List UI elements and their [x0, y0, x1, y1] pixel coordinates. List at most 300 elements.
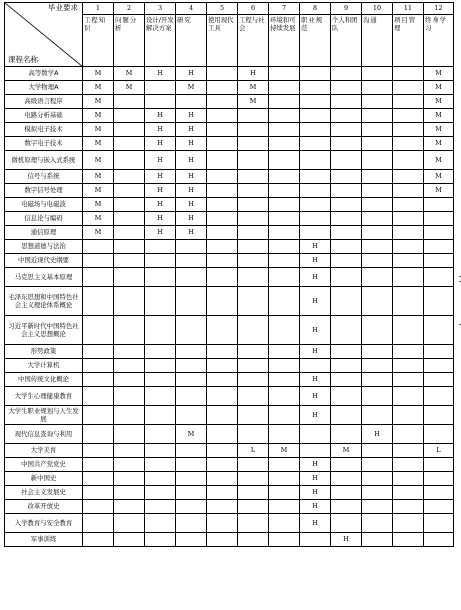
- support-level-cell-req-2: [114, 387, 145, 406]
- support-level-cell-req-7: [269, 406, 300, 425]
- support-level-cell-req-10: [362, 373, 393, 387]
- support-level-cell-req-4: H: [176, 67, 207, 81]
- support-level-cell-req-5: [207, 212, 238, 226]
- course-requirement-matrix: [4, 2, 454, 547]
- support-level-cell-req-9: [331, 254, 362, 268]
- support-level-cell-req-5: [207, 67, 238, 81]
- support-level-cell-req-2: [114, 514, 145, 533]
- support-level-cell-req-4: M: [176, 81, 207, 95]
- support-level-cell-req-2: [114, 316, 145, 345]
- support-level-cell-req-8: [300, 109, 331, 123]
- course-name: 习近平新时代中国特色社会主义思想概论: [5, 316, 83, 345]
- support-level-cell-req-2: [114, 406, 145, 425]
- support-level-cell-req-4: [176, 268, 207, 287]
- support-level-cell-req-8: H: [300, 287, 331, 316]
- support-level-cell-req-2: [114, 226, 145, 240]
- support-level-cell-req-3: [145, 500, 176, 514]
- support-level-cell-req-12: [424, 458, 454, 472]
- support-level-cell-req-2: M: [114, 81, 145, 95]
- support-level-cell-req-1: M: [83, 137, 114, 151]
- support-level-cell-req-5: [207, 268, 238, 287]
- support-level-cell-req-12: [424, 500, 454, 514]
- support-level-cell-req-6: [238, 387, 269, 406]
- support-level-cell-req-5: [207, 123, 238, 137]
- support-level-cell-req-6: [238, 151, 269, 170]
- support-level-cell-req-7: [269, 95, 300, 109]
- support-level-cell-req-6: [238, 184, 269, 198]
- support-level-cell-req-6: H: [238, 67, 269, 81]
- support-level-cell-req-11: [393, 268, 424, 287]
- course-name: 电磁场与电磁波: [5, 198, 83, 212]
- course-row: [5, 170, 454, 184]
- support-level-cell-req-1: M: [83, 81, 114, 95]
- support-level-cell-req-6: [238, 458, 269, 472]
- requirement-number-10: 10: [362, 3, 393, 15]
- support-level-cell-req-2: [114, 533, 145, 547]
- support-level-cell-req-2: [114, 137, 145, 151]
- support-level-cell-req-9: [331, 486, 362, 500]
- support-level-cell-req-10: [362, 109, 393, 123]
- support-level-cell-req-9: [331, 500, 362, 514]
- support-level-cell-req-2: [114, 458, 145, 472]
- course-row: [5, 458, 454, 472]
- support-level-cell-req-10: [362, 533, 393, 547]
- course-row: [5, 472, 454, 486]
- course-row: [5, 359, 454, 373]
- support-level-cell-req-5: [207, 472, 238, 486]
- support-level-cell-req-5: [207, 287, 238, 316]
- support-level-cell-req-8: [300, 123, 331, 137]
- support-level-cell-req-7: [269, 268, 300, 287]
- support-level-cell-req-3: [145, 514, 176, 533]
- support-level-cell-req-7: [269, 373, 300, 387]
- support-level-cell-req-4: [176, 533, 207, 547]
- course-row: [5, 240, 454, 254]
- support-level-cell-req-9: [331, 137, 362, 151]
- support-level-cell-req-10: [362, 316, 393, 345]
- course-name: 思想道德与法治: [5, 240, 83, 254]
- support-level-cell-req-2: [114, 500, 145, 514]
- support-level-cell-req-8: H: [300, 514, 331, 533]
- course-name: 大学物理A: [5, 81, 83, 95]
- support-level-cell-req-9: [331, 151, 362, 170]
- support-level-cell-req-11: [393, 514, 424, 533]
- support-level-cell-req-8: [300, 151, 331, 170]
- support-level-cell-req-11: [393, 533, 424, 547]
- support-level-cell-req-5: [207, 137, 238, 151]
- support-level-cell-req-10: [362, 198, 393, 212]
- support-level-cell-req-2: [114, 472, 145, 486]
- support-level-cell-req-1: M: [83, 151, 114, 170]
- support-level-cell-req-3: [145, 387, 176, 406]
- support-level-cell-req-3: [145, 425, 176, 444]
- support-level-cell-req-12: M: [424, 95, 454, 109]
- support-level-cell-req-4: [176, 287, 207, 316]
- support-level-cell-req-10: [362, 345, 393, 359]
- course-name: 入学教育与安全教育: [5, 514, 83, 533]
- course-row: [5, 67, 454, 81]
- support-level-cell-req-2: [114, 95, 145, 109]
- support-level-cell-req-12: M: [424, 123, 454, 137]
- course-row: [5, 345, 454, 359]
- support-level-cell-req-1: [83, 359, 114, 373]
- course-name: 大学生职业规划与人生发展: [5, 406, 83, 425]
- support-level-cell-req-3: [145, 359, 176, 373]
- requirement-name-5: 使用现代工具: [207, 15, 238, 67]
- course-name: 大学美育: [5, 444, 83, 458]
- support-level-cell-req-1: [83, 406, 114, 425]
- requirement-name-8: 职业规范: [300, 15, 331, 67]
- requirement-number-11: 11: [393, 3, 424, 15]
- support-level-cell-req-3: [145, 444, 176, 458]
- support-level-cell-req-8: [300, 95, 331, 109]
- support-level-cell-req-9: [331, 287, 362, 316]
- support-level-cell-req-2: [114, 359, 145, 373]
- support-level-cell-req-8: H: [300, 240, 331, 254]
- course-name: 军事训练: [5, 533, 83, 547]
- support-level-cell-req-3: H: [145, 198, 176, 212]
- support-level-cell-req-9: [331, 212, 362, 226]
- requirement-name-12: 终身学习: [424, 15, 454, 67]
- requirement-name-2: 问题分析: [114, 15, 145, 67]
- support-level-cell-req-10: [362, 287, 393, 316]
- support-level-cell-req-12: M: [424, 109, 454, 123]
- course-name: 数字信号处理: [5, 184, 83, 198]
- support-level-cell-req-7: [269, 345, 300, 359]
- support-level-cell-req-12: [424, 240, 454, 254]
- requirement-number-9: 9: [331, 3, 362, 15]
- course-name: 信号与系统: [5, 170, 83, 184]
- support-level-cell-req-10: [362, 254, 393, 268]
- support-level-cell-req-8: H: [300, 500, 331, 514]
- support-level-cell-req-3: [145, 458, 176, 472]
- support-level-cell-req-4: [176, 472, 207, 486]
- support-level-cell-req-11: [393, 486, 424, 500]
- support-level-cell-req-3: H: [145, 212, 176, 226]
- support-level-cell-req-12: [424, 268, 454, 287]
- support-level-cell-req-6: [238, 240, 269, 254]
- support-level-cell-req-6: [238, 359, 269, 373]
- support-level-cell-req-8: H: [300, 373, 331, 387]
- course-row: [5, 254, 454, 268]
- support-level-cell-req-3: [145, 406, 176, 425]
- support-level-cell-req-10: [362, 387, 393, 406]
- support-level-cell-req-7: [269, 359, 300, 373]
- support-level-cell-req-9: [331, 95, 362, 109]
- header-number-row: [5, 3, 454, 15]
- support-level-cell-req-4: [176, 500, 207, 514]
- support-level-cell-req-11: [393, 387, 424, 406]
- support-level-cell-req-10: [362, 406, 393, 425]
- support-level-cell-req-6: [238, 212, 269, 226]
- support-level-cell-req-3: [145, 373, 176, 387]
- requirement-name-7: 环境和可持续发展: [269, 15, 300, 67]
- support-level-cell-req-11: [393, 287, 424, 316]
- matrix-body: [5, 3, 454, 547]
- support-level-cell-req-7: [269, 81, 300, 95]
- support-level-cell-req-1: M: [83, 226, 114, 240]
- course-name: 社会主义发展史: [5, 486, 83, 500]
- course-row: [5, 151, 454, 170]
- support-level-cell-req-1: M: [83, 123, 114, 137]
- support-level-cell-req-2: [114, 425, 145, 444]
- support-level-cell-req-12: [424, 287, 454, 316]
- support-level-cell-req-3: H: [145, 123, 176, 137]
- support-level-cell-req-10: [362, 226, 393, 240]
- support-level-cell-req-2: [114, 109, 145, 123]
- support-level-cell-req-1: M: [83, 184, 114, 198]
- support-level-cell-req-5: [207, 226, 238, 240]
- requirement-name-6: 工程与社会: [238, 15, 269, 67]
- support-level-cell-req-5: [207, 254, 238, 268]
- support-level-cell-req-12: [424, 387, 454, 406]
- requirement-name-4: 研究: [176, 15, 207, 67]
- support-level-cell-req-1: [83, 444, 114, 458]
- support-level-cell-req-11: [393, 458, 424, 472]
- support-level-cell-req-8: [300, 444, 331, 458]
- support-level-cell-req-10: [362, 444, 393, 458]
- support-level-cell-req-3: [145, 472, 176, 486]
- support-level-cell-req-8: [300, 137, 331, 151]
- requirement-number-6: 6: [238, 3, 269, 15]
- course-name: 高级语言程序: [5, 95, 83, 109]
- support-level-cell-req-8: [300, 67, 331, 81]
- support-level-cell-req-12: [424, 406, 454, 425]
- support-level-cell-req-12: [424, 359, 454, 373]
- requirement-number-5: 5: [207, 3, 238, 15]
- support-level-cell-req-9: [331, 198, 362, 212]
- support-level-cell-req-3: [145, 268, 176, 287]
- support-level-cell-req-1: [83, 514, 114, 533]
- support-level-cell-req-7: [269, 198, 300, 212]
- support-level-cell-req-2: M: [114, 67, 145, 81]
- support-level-cell-req-10: [362, 514, 393, 533]
- course-name: 微机原理与嵌入式系统: [5, 151, 83, 170]
- support-level-cell-req-7: [269, 123, 300, 137]
- support-level-cell-req-8: [300, 212, 331, 226]
- support-level-cell-req-7: [269, 486, 300, 500]
- course-row: [5, 533, 454, 547]
- support-level-cell-req-6: [238, 123, 269, 137]
- support-level-cell-req-4: [176, 406, 207, 425]
- support-level-cell-req-4: [176, 387, 207, 406]
- support-level-cell-req-12: L: [424, 444, 454, 458]
- support-level-cell-req-3: [145, 287, 176, 316]
- support-level-cell-req-6: M: [238, 95, 269, 109]
- support-level-cell-req-4: H: [176, 184, 207, 198]
- requirement-name-10: 沟通: [362, 15, 393, 67]
- course-row: [5, 486, 454, 500]
- support-level-cell-req-9: [331, 373, 362, 387]
- support-level-cell-req-10: [362, 123, 393, 137]
- support-level-cell-req-12: M: [424, 170, 454, 184]
- support-level-cell-req-4: M: [176, 425, 207, 444]
- requirement-name-1: 工程知识: [83, 15, 114, 67]
- support-level-cell-req-6: [238, 514, 269, 533]
- support-level-cell-req-6: [238, 373, 269, 387]
- course-name: 高等数学A: [5, 67, 83, 81]
- requirement-name-3: 设计/开发解决方案: [145, 15, 176, 67]
- support-level-cell-req-8: H: [300, 387, 331, 406]
- support-level-cell-req-8: H: [300, 345, 331, 359]
- support-level-cell-req-9: [331, 81, 362, 95]
- support-level-cell-req-7: [269, 287, 300, 316]
- course-name: 信息论与编码: [5, 212, 83, 226]
- support-level-cell-req-1: [83, 287, 114, 316]
- course-row: [5, 268, 454, 287]
- support-level-cell-req-11: [393, 472, 424, 486]
- support-level-cell-req-10: [362, 359, 393, 373]
- support-level-cell-req-4: [176, 514, 207, 533]
- support-level-cell-req-12: [424, 254, 454, 268]
- support-level-cell-req-2: [114, 198, 145, 212]
- course-row: [5, 387, 454, 406]
- support-level-cell-req-9: [331, 170, 362, 184]
- support-level-cell-req-1: [83, 533, 114, 547]
- support-level-cell-req-2: [114, 254, 145, 268]
- course-name: 大学计算机: [5, 359, 83, 373]
- header-corner-cell: [5, 3, 83, 67]
- support-level-cell-req-5: [207, 240, 238, 254]
- support-level-cell-req-7: [269, 67, 300, 81]
- corner-label-course-name: 课程名称: [8, 54, 38, 64]
- support-level-cell-req-5: [207, 184, 238, 198]
- support-level-cell-req-9: [331, 458, 362, 472]
- support-level-cell-req-1: [83, 458, 114, 472]
- support-level-cell-req-11: [393, 425, 424, 444]
- support-level-cell-req-12: [424, 533, 454, 547]
- course-name: 改革开放史: [5, 500, 83, 514]
- support-level-cell-req-2: [114, 184, 145, 198]
- support-level-cell-req-11: [393, 170, 424, 184]
- support-level-cell-req-6: [238, 500, 269, 514]
- support-level-cell-req-1: [83, 486, 114, 500]
- support-level-cell-req-6: L: [238, 444, 269, 458]
- support-level-cell-req-5: [207, 359, 238, 373]
- support-level-cell-req-10: [362, 500, 393, 514]
- support-level-cell-req-1: M: [83, 67, 114, 81]
- support-level-cell-req-6: [238, 345, 269, 359]
- support-level-cell-req-9: H: [331, 533, 362, 547]
- course-row: [5, 81, 454, 95]
- support-level-cell-req-8: [300, 170, 331, 184]
- course-row: [5, 212, 454, 226]
- support-level-cell-req-2: [114, 151, 145, 170]
- support-level-cell-req-8: H: [300, 268, 331, 287]
- support-level-cell-req-11: [393, 123, 424, 137]
- support-level-cell-req-5: [207, 109, 238, 123]
- support-level-cell-req-12: M: [424, 137, 454, 151]
- support-level-cell-req-8: [300, 184, 331, 198]
- support-level-cell-req-6: [238, 198, 269, 212]
- support-level-cell-req-10: [362, 137, 393, 151]
- requirement-number-12: 12: [424, 3, 454, 15]
- course-name: 大学生心理健康教育: [5, 387, 83, 406]
- support-level-cell-req-7: [269, 514, 300, 533]
- support-level-cell-req-1: [83, 472, 114, 486]
- support-level-cell-req-12: [424, 226, 454, 240]
- requirement-name-9: 个人和团队: [331, 15, 362, 67]
- support-level-cell-req-5: [207, 81, 238, 95]
- support-level-cell-req-7: [269, 240, 300, 254]
- course-name: 数字电子技术: [5, 137, 83, 151]
- course-row: [5, 373, 454, 387]
- support-level-cell-req-9: [331, 184, 362, 198]
- course-name: 毛泽东思想和中国特色社会主义理论体系概论: [5, 287, 83, 316]
- support-level-cell-req-11: [393, 345, 424, 359]
- course-row: [5, 444, 454, 458]
- support-level-cell-req-12: M: [424, 81, 454, 95]
- support-level-cell-req-4: H: [176, 137, 207, 151]
- support-level-cell-req-5: [207, 444, 238, 458]
- support-level-cell-req-5: [207, 458, 238, 472]
- support-level-cell-req-4: [176, 486, 207, 500]
- support-level-cell-req-9: [331, 345, 362, 359]
- support-level-cell-req-9: [331, 472, 362, 486]
- support-level-cell-req-6: [238, 425, 269, 444]
- support-level-cell-req-7: [269, 472, 300, 486]
- support-level-cell-req-6: [238, 109, 269, 123]
- support-level-cell-req-7: [269, 137, 300, 151]
- support-level-cell-req-4: [176, 359, 207, 373]
- support-level-cell-req-8: [300, 198, 331, 212]
- support-level-cell-req-11: [393, 359, 424, 373]
- support-level-cell-req-3: H: [145, 137, 176, 151]
- support-level-cell-req-3: H: [145, 109, 176, 123]
- support-level-cell-req-1: M: [83, 109, 114, 123]
- course-row: [5, 198, 454, 212]
- support-level-cell-req-10: [362, 95, 393, 109]
- course-row: [5, 425, 454, 444]
- support-level-cell-req-6: [238, 406, 269, 425]
- support-level-cell-req-1: [83, 373, 114, 387]
- support-level-cell-req-7: [269, 151, 300, 170]
- requirement-number-2: 2: [114, 3, 145, 15]
- support-level-cell-req-8: H: [300, 486, 331, 500]
- support-level-cell-req-4: H: [176, 212, 207, 226]
- requirement-number-7: 7: [269, 3, 300, 15]
- support-level-cell-req-10: [362, 268, 393, 287]
- support-level-cell-req-6: [238, 287, 269, 316]
- support-level-cell-req-6: [238, 226, 269, 240]
- course-row: [5, 184, 454, 198]
- support-level-cell-req-11: [393, 444, 424, 458]
- support-level-cell-req-7: [269, 254, 300, 268]
- support-level-cell-req-6: M: [238, 81, 269, 95]
- support-level-cell-req-11: [393, 212, 424, 226]
- course-name: 新中国史: [5, 472, 83, 486]
- corner-label-requirements: 毕业要求: [48, 3, 78, 12]
- course-name: 模拟电子技术: [5, 123, 83, 137]
- course-row: [5, 137, 454, 151]
- support-level-cell-req-8: H: [300, 406, 331, 425]
- support-level-cell-req-6: [238, 316, 269, 345]
- support-level-cell-req-10: [362, 184, 393, 198]
- support-level-cell-req-2: [114, 345, 145, 359]
- support-level-cell-req-7: [269, 387, 300, 406]
- support-level-cell-req-7: M: [269, 444, 300, 458]
- course-row: [5, 500, 454, 514]
- support-level-cell-req-4: H: [176, 198, 207, 212]
- support-level-cell-req-4: [176, 316, 207, 345]
- support-level-cell-req-11: [393, 184, 424, 198]
- support-level-cell-req-8: [300, 425, 331, 444]
- support-level-cell-req-11: [393, 137, 424, 151]
- support-level-cell-req-11: [393, 95, 424, 109]
- support-level-cell-req-12: [424, 212, 454, 226]
- support-level-cell-req-5: [207, 425, 238, 444]
- course-row: [5, 123, 454, 137]
